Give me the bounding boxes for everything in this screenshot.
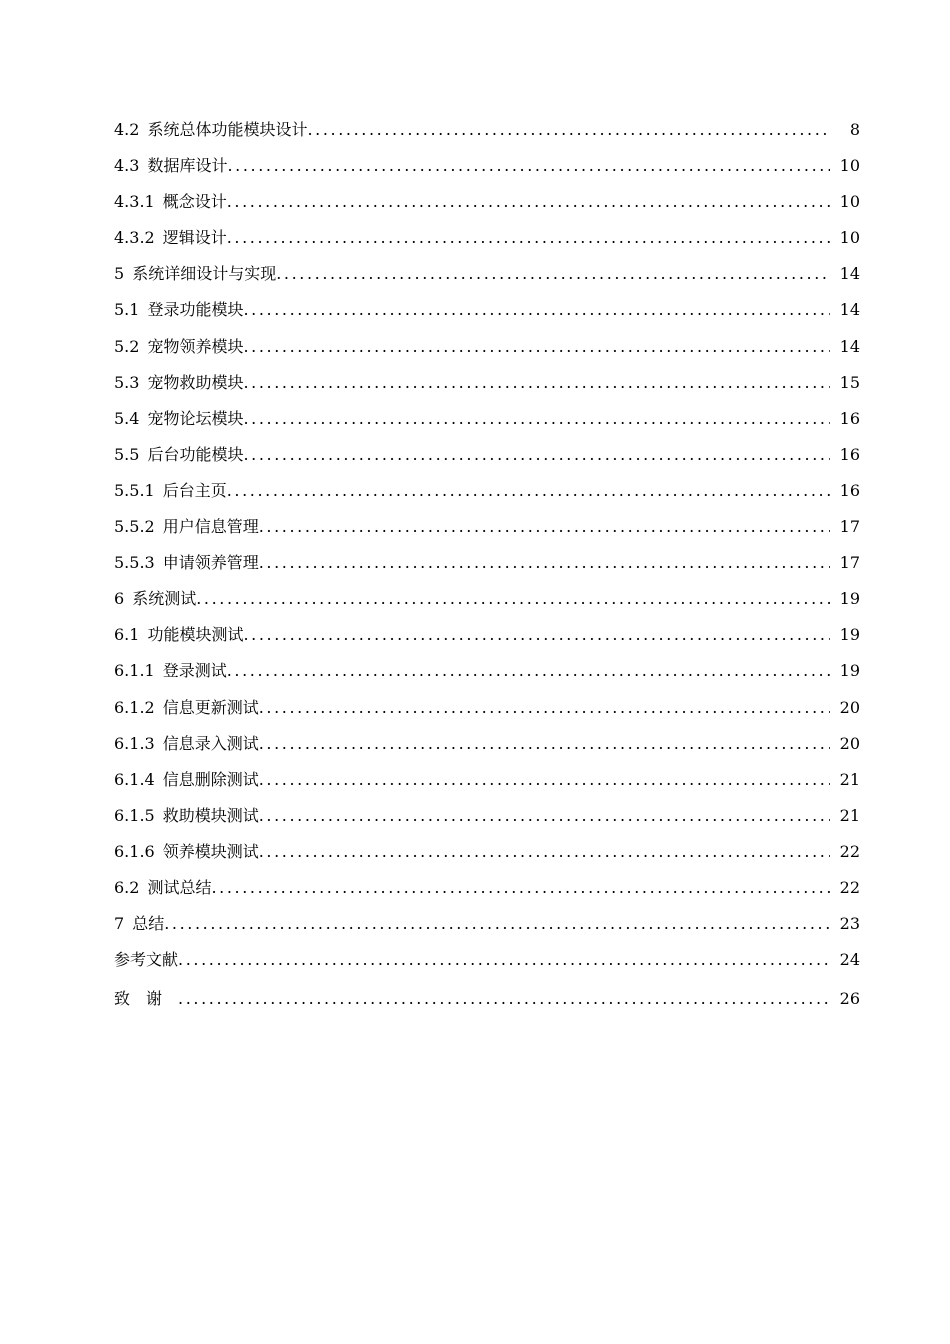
toc-entry-page: 14 <box>839 336 860 356</box>
toc-dot-leader <box>259 730 830 758</box>
toc-dot-leader <box>243 621 830 649</box>
toc-entry-number: 5.5.1 <box>114 480 155 500</box>
toc-entry-7[interactable] <box>114 910 860 946</box>
toc-dot-leader <box>227 657 830 685</box>
toc-entry-6[interactable] <box>114 585 860 621</box>
toc-entry-page: 22 <box>839 877 860 897</box>
toc-entry-number: 6.1.1 <box>114 661 155 681</box>
toc-entry-title: 信息录入测试 <box>162 733 259 753</box>
toc-entry-number: 5.5.3 <box>114 553 155 573</box>
toc-entry-title: 测试总结 <box>147 877 212 897</box>
toc-entry-title: 信息删除测试 <box>162 769 259 789</box>
toc-dot-leader <box>227 188 830 216</box>
toc-dot-leader <box>243 296 830 324</box>
toc-entry-5-3[interactable] <box>114 369 860 405</box>
toc-dot-leader <box>227 224 830 252</box>
toc-entry-5-1[interactable] <box>114 296 860 332</box>
toc-entry-number: 5.1 <box>114 300 140 320</box>
toc-dot-leader <box>196 585 830 613</box>
toc-entry-page: 8 <box>849 120 860 139</box>
toc-entry-page: 14 <box>839 264 860 284</box>
toc-dot-leader <box>259 766 830 794</box>
toc-dot-leader <box>164 910 830 938</box>
toc-entry-title: 宠物领养模块 <box>147 336 244 356</box>
toc-entry-title: 领养模块测试 <box>162 841 259 861</box>
toc-entry-number: 5 <box>114 264 125 284</box>
toc-dot-leader <box>259 802 830 830</box>
toc-entry-5-4[interactable] <box>114 405 860 441</box>
toc-dot-leader <box>259 694 830 722</box>
toc-entry-6-1-1[interactable] <box>114 657 860 693</box>
toc-entry-6-1-2[interactable] <box>114 694 860 730</box>
toc-entry-5-5-2[interactable] <box>114 513 860 549</box>
toc-entry-title: 逻辑设计 <box>162 228 227 248</box>
toc-entry-number: 6.1.2 <box>114 697 155 717</box>
toc-entry-page: 20 <box>839 697 860 717</box>
toc-entry-page: 10 <box>839 192 860 212</box>
toc-entry-title: 系统测试 <box>132 589 197 609</box>
toc-entry-page: 19 <box>839 589 860 609</box>
toc-entry-references[interactable] <box>114 946 860 982</box>
toc-entry-title: 系统详细设计与实现 <box>132 264 277 284</box>
toc-entry-number: 6.1.6 <box>114 841 155 861</box>
toc-entry-number: 4.2 <box>114 120 140 139</box>
toc-entry-5-5-1[interactable] <box>114 477 860 513</box>
toc-entry-title: 功能模块测试 <box>147 625 244 645</box>
toc-entry-number: 4.3 <box>114 156 140 176</box>
toc-dot-leader <box>211 874 830 902</box>
toc-entry-page: 19 <box>839 661 860 681</box>
toc-entry-number: 5.3 <box>114 372 140 392</box>
toc-dot-leader <box>259 513 830 541</box>
toc-entry-page: 15 <box>839 372 860 392</box>
toc-entry-title: 总结 <box>132 914 165 934</box>
toc-entry-acknowledgements[interactable] <box>114 985 860 1021</box>
toc-entry-title: 登录功能模块 <box>147 300 244 320</box>
toc-entry-4-3[interactable] <box>114 152 860 188</box>
toc-entry-title: 致谢 <box>114 989 179 1009</box>
toc-dot-leader <box>259 838 830 866</box>
toc-dot-leader <box>259 549 830 577</box>
toc-entry-page: 24 <box>839 950 860 970</box>
toc-entry-page: 16 <box>839 408 860 428</box>
toc-entry-number: 7 <box>114 914 125 934</box>
table-of-contents <box>114 116 860 1021</box>
toc-entry-6-1-3[interactable] <box>114 730 860 766</box>
toc-entry-page: 10 <box>839 156 860 176</box>
toc-entry-number: 6.1.3 <box>114 733 155 753</box>
toc-dot-leader <box>178 985 830 1013</box>
toc-entry-title: 概念设计 <box>162 192 227 212</box>
toc-entry-6-1-4[interactable] <box>114 766 860 802</box>
toc-entry-number: 5.4 <box>114 408 140 428</box>
toc-entry-number: 6.1.5 <box>114 805 155 825</box>
toc-entry-page: 16 <box>839 444 860 464</box>
toc-entry-title: 登录测试 <box>162 661 227 681</box>
toc-entry-number: 6.2 <box>114 877 140 897</box>
toc-entry-4-3-1[interactable] <box>114 188 860 224</box>
toc-entry-number: 6.1 <box>114 625 140 645</box>
toc-entry-number: 4.3.2 <box>114 228 155 248</box>
toc-entry-number: 5.5 <box>114 444 140 464</box>
toc-entry-4-2[interactable] <box>114 116 860 152</box>
toc-entry-page: 20 <box>839 733 860 753</box>
toc-entry-5[interactable] <box>114 260 860 296</box>
toc-entry-number: 5.2 <box>114 336 140 356</box>
toc-entry-page: 17 <box>839 517 860 537</box>
toc-entry-number: 4.3.1 <box>114 192 155 212</box>
toc-dot-leader <box>243 441 830 469</box>
toc-entry-6-1-5[interactable] <box>114 802 860 838</box>
toc-entry-page: 19 <box>839 625 860 645</box>
toc-entry-6-1-6[interactable] <box>114 838 860 874</box>
toc-entry-5-5[interactable] <box>114 441 860 477</box>
toc-entry-6-2[interactable] <box>114 874 860 910</box>
toc-dot-leader <box>227 152 830 180</box>
toc-entry-title: 宠物救助模块 <box>147 372 244 392</box>
toc-entry-5-2[interactable] <box>114 333 860 369</box>
toc-dot-leader <box>178 946 830 974</box>
toc-entry-title: 后台功能模块 <box>147 444 244 464</box>
toc-entry-title: 参考文献 <box>114 950 179 970</box>
toc-entry-page: 16 <box>839 480 860 500</box>
toc-entry-page: 21 <box>839 769 860 789</box>
toc-entry-4-3-2[interactable] <box>114 224 860 260</box>
toc-dot-leader <box>227 477 830 505</box>
toc-entry-title: 宠物论坛模块 <box>147 408 244 428</box>
toc-entry-title: 数据库设计 <box>147 156 228 176</box>
toc-entry-number: 6.1.4 <box>114 769 155 789</box>
toc-entry-title: 信息更新测试 <box>162 697 259 717</box>
toc-entry-title: 申请领养管理 <box>162 553 259 573</box>
toc-entry-page: 17 <box>839 553 860 573</box>
toc-dot-leader <box>276 260 830 288</box>
toc-entry-page: 10 <box>839 228 860 248</box>
toc-dot-leader <box>243 333 830 361</box>
toc-entry-5-5-3[interactable] <box>114 549 860 585</box>
toc-entry-6-1[interactable] <box>114 621 860 657</box>
toc-entry-page: 21 <box>839 805 860 825</box>
toc-entry-page: 22 <box>839 841 860 861</box>
toc-dot-leader <box>243 369 830 397</box>
toc-entry-title: 救助模块测试 <box>162 805 259 825</box>
toc-entry-page: 23 <box>839 914 860 934</box>
toc-entry-title: 后台主页 <box>162 480 227 500</box>
toc-entry-number: 5.5.2 <box>114 517 155 537</box>
toc-dot-leader <box>307 116 830 144</box>
toc-dot-leader <box>243 405 830 433</box>
toc-entry-page: 26 <box>839 989 860 1009</box>
toc-entry-number: 6 <box>114 589 125 609</box>
toc-entry-title: 用户信息管理 <box>162 517 259 537</box>
toc-entry-title: 系统总体功能模块设计 <box>147 120 308 139</box>
toc-entry-page: 14 <box>839 300 860 320</box>
